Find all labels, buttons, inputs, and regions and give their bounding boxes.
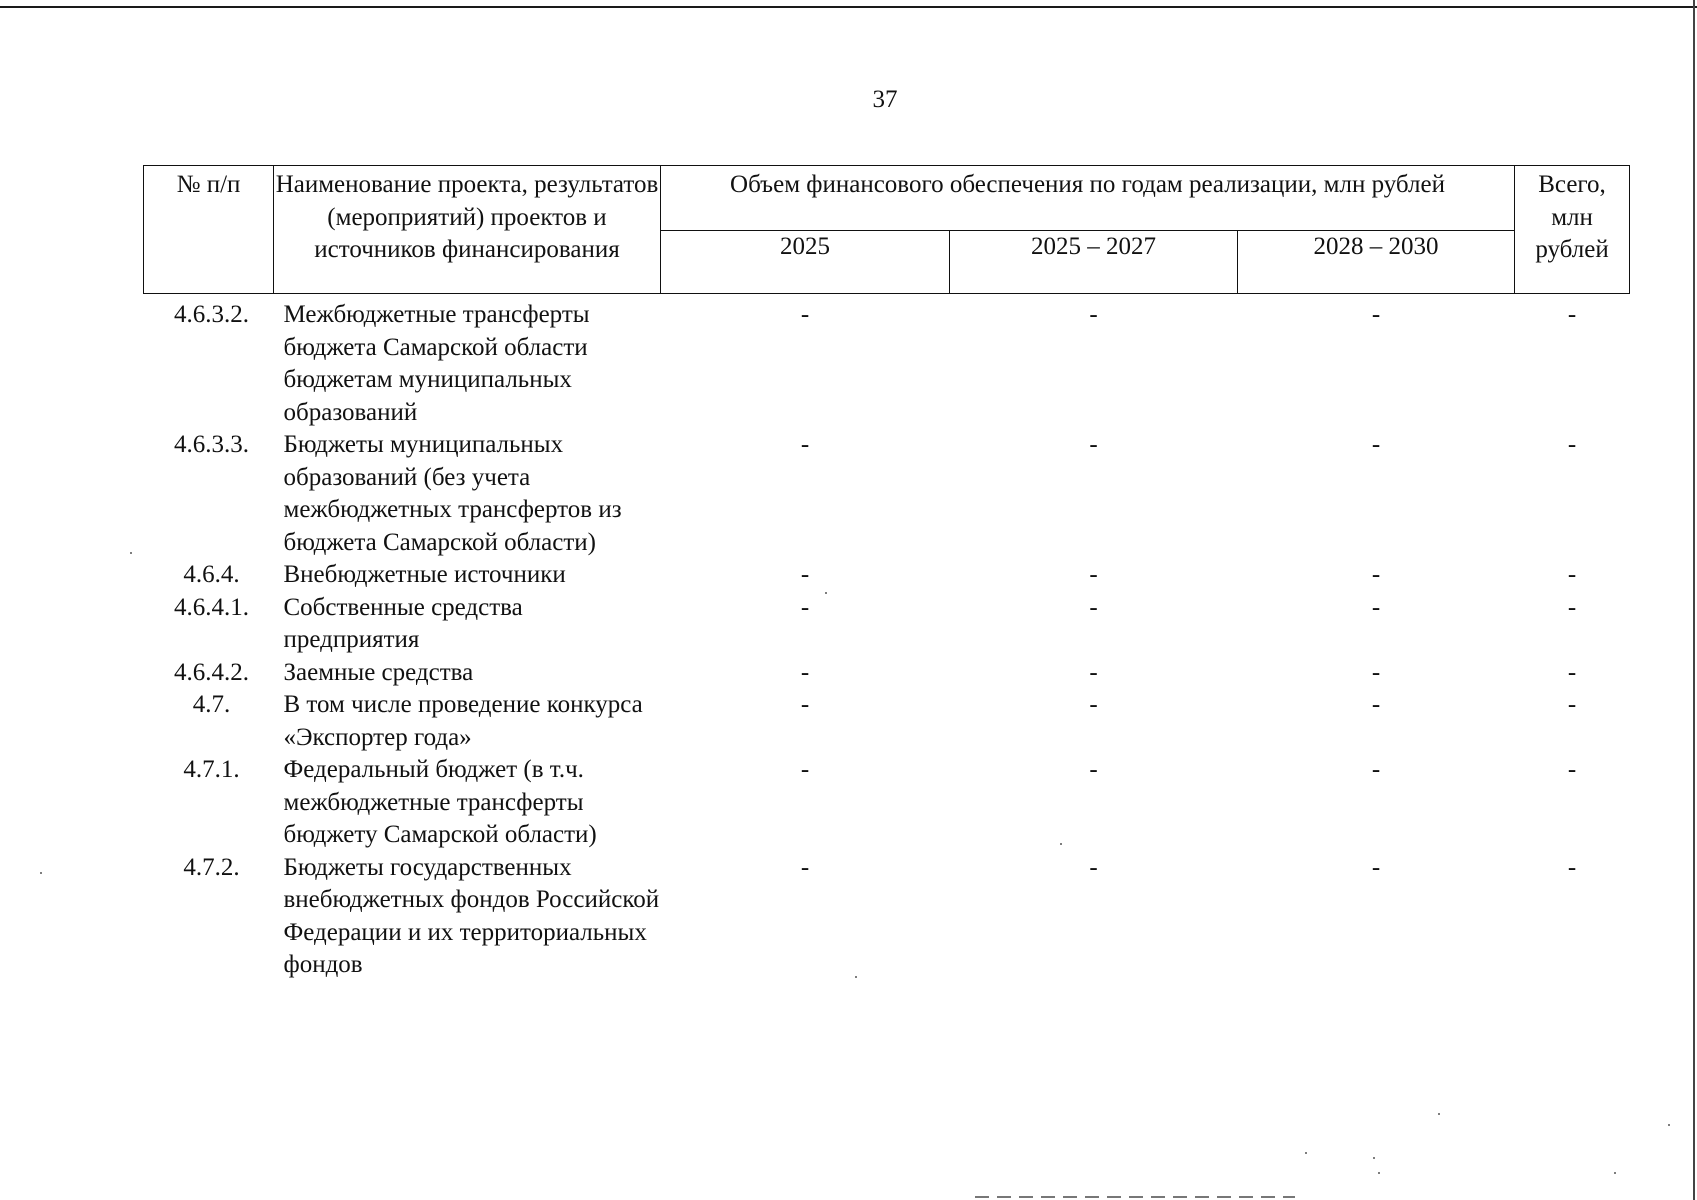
row-number: 4.6.4.: [183, 561, 240, 588]
header-name: Наименование проекта, результатов (мероприятий) проектов и источников финансирования: [274, 166, 661, 294]
row-value-total: -: [1567, 301, 1577, 328]
header-funding-group: Объем финансового обеспечения по годам реализации, млн рублей: [661, 166, 1515, 231]
row-value-2028-2030: -: [1371, 561, 1381, 588]
financing-table: [143, 165, 1630, 982]
row-value-total: -: [1567, 691, 1577, 718]
row-value-2025-2027: -: [1089, 593, 1098, 621]
header-row: [144, 166, 1630, 231]
table-row: [144, 429, 1630, 559]
scan-speck: [825, 592, 827, 594]
table-row: [144, 689, 1630, 754]
row-name: Федеральный бюджет (в т.ч. межбюджетные трансферты бюджету Самарской области): [283, 756, 597, 848]
table-row: [144, 592, 1630, 657]
row-value-2025: -: [800, 561, 810, 588]
row-name: В том числе проведение конкурса «Экспортер года»: [283, 691, 643, 751]
row-number: 4.7.: [192, 691, 231, 718]
row-value-2028-2030: -: [1371, 756, 1381, 783]
row-value-2025: -: [800, 593, 810, 621]
page-number: 37: [872, 86, 898, 113]
row-value-2025-2027: -: [1089, 756, 1098, 783]
row-value-2028-2030: -: [1371, 853, 1381, 881]
row-name: Заемные средства: [283, 658, 474, 686]
row-value-2025-2027: -: [1089, 691, 1098, 718]
row-value-2025: -: [800, 658, 810, 686]
scan-speck: [1378, 1172, 1380, 1174]
row-value-2028-2030: -: [1371, 431, 1381, 458]
table-row: [144, 294, 1630, 430]
row-name: Внебюджетные источники: [283, 561, 566, 588]
header-year-2028-2030: 2028 – 2030: [1238, 231, 1515, 294]
row-name: Межбюджетные трансферты бюджета Самарской области бюджетам муниципальных образований: [283, 301, 590, 426]
header-no: № п/п: [144, 166, 274, 294]
scan-right-edge: [1693, 0, 1695, 1200]
scan-speck: [1614, 1172, 1616, 1174]
scan-speck: [855, 976, 857, 978]
header-year-2025-2027: 2025 – 2027: [950, 231, 1238, 294]
header-year-2025: 2025: [661, 231, 950, 294]
row-value-2025-2027: -: [1089, 431, 1098, 458]
row-value-total: -: [1567, 593, 1577, 621]
scan-speck: [130, 552, 132, 554]
row-number: 4.7.1.: [183, 756, 240, 783]
scan-smudge: [975, 1196, 1295, 1198]
row-value-total: -: [1567, 658, 1577, 686]
row-value-2025-2027: -: [1089, 561, 1098, 588]
row-value-2025: -: [800, 691, 810, 718]
row-value-2025-2027: -: [1089, 658, 1098, 686]
row-number: 4.6.4.2.: [174, 658, 249, 686]
row-name: Бюджеты государственных внебюджетных фондов Российской Федерации и их территориальных фондов: [283, 853, 660, 978]
table-row: [144, 852, 1630, 982]
table-row: [144, 657, 1630, 690]
scan-speck: [40, 872, 42, 874]
top-rule: [0, 6, 1697, 8]
row-number: 4.6.3.3.: [174, 431, 249, 458]
scan-speck: [1668, 1124, 1670, 1126]
table-row: [144, 559, 1630, 592]
table-body: [144, 294, 1630, 982]
row-value-total: -: [1567, 756, 1577, 783]
row-value-total: -: [1567, 431, 1577, 458]
row-value-2025: -: [800, 853, 810, 881]
header-total: Всего, млн рублей: [1515, 166, 1630, 294]
row-value-2028-2030: -: [1371, 691, 1381, 718]
row-value-2025-2027: -: [1089, 853, 1098, 881]
row-value-total: -: [1567, 561, 1577, 588]
row-value-total: -: [1567, 853, 1577, 881]
row-name: Бюджеты муниципальных образований (без учета межбюджетных трансфертов из бюджета Самарской области): [283, 431, 622, 556]
scan-speck: [1438, 1113, 1440, 1115]
table-row: [144, 754, 1630, 852]
row-number: 4.6.3.2.: [174, 301, 249, 328]
scan-speck: [1305, 1152, 1307, 1154]
row-name: Собственные средства предприятия: [283, 593, 523, 653]
row-value-2025: -: [800, 301, 810, 328]
row-number: 4.7.2.: [183, 853, 240, 881]
scan-speck: [1060, 843, 1062, 845]
row-value-2028-2030: -: [1371, 658, 1381, 686]
row-value-2028-2030: -: [1371, 593, 1381, 621]
row-number: 4.6.4.1.: [174, 593, 249, 621]
row-value-2025-2027: -: [1089, 301, 1098, 328]
scan-speck: [1373, 1157, 1375, 1159]
row-value-2025: -: [800, 756, 810, 783]
row-value-2028-2030: -: [1371, 301, 1381, 328]
row-value-2025: -: [800, 431, 810, 458]
